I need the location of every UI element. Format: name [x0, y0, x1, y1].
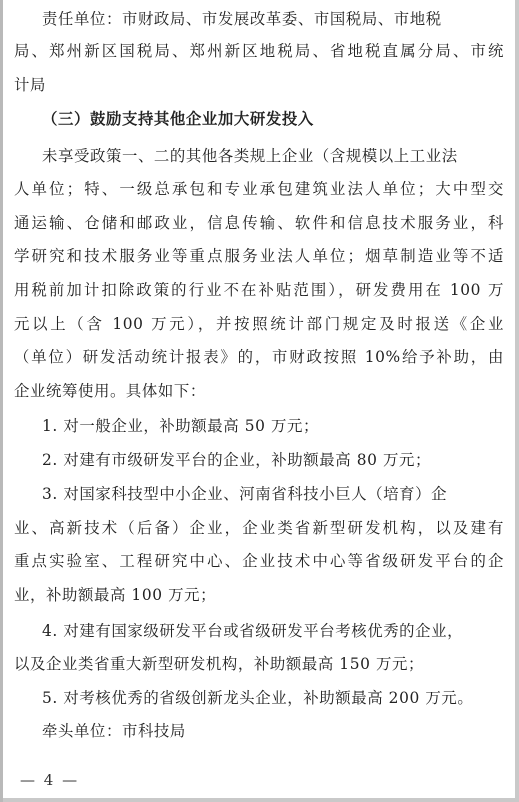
page-number: — 4 —	[20, 771, 80, 789]
policy-paragraph-line-2: 人单位；特、一级总承包和专业承包建筑业法人单位；大中型交	[14, 180, 504, 198]
policy-paragraph-line-5: 用税前加计扣除政策的行业不在补贴范围），研发费用在 100 万	[14, 281, 504, 299]
responsible-units-line-3: 计局	[14, 76, 46, 94]
policy-paragraph-line-1: 未享受政策一、二的其他各类规上企业（含规模以上工业法	[42, 147, 458, 165]
item-2: 2. 对建有市级研发平台的企业，补助额最高 80 万元；	[42, 451, 431, 469]
item-3-line-3: 重点实验室、工程研究中心、企业技术中心等省级研发平台的企	[14, 552, 504, 570]
item-5: 5. 对考核优秀的省级创新龙头企业，补助额最高 200 万元。	[42, 689, 474, 707]
item-3-line-1: 3. 对国家科技型中小企业、河南省科技小巨人（培育）企	[42, 485, 448, 503]
section-heading: （三）鼓励支持其他企业加大研发投入	[42, 110, 314, 128]
item-4-line-1: 4. 对建有国家级研发平台或省级研发平台考核优秀的企业，	[42, 622, 464, 640]
responsible-units-line-1: 责任单位：市财政局、市发展改革委、市国税局、市地税	[42, 10, 442, 28]
item-4-line-2: 以及企业类省重大新型研发机构，补助额最高 150 万元；	[14, 655, 424, 673]
item-3-line-4: 业，补助额最高 100 万元；	[14, 586, 217, 604]
policy-paragraph-line-7: （单位）研发活动统计报表》的，市财政按照 10%给予补助，由	[14, 348, 504, 366]
page-edge	[0, 0, 3, 802]
lead-unit-line: 牵头单位：市科技局	[42, 722, 186, 740]
policy-paragraph-line-6: 元以上（含 100 万元），并按照统计部门规定及时报送《企业	[14, 315, 504, 333]
policy-paragraph-line-8: 企业统筹使用。具体如下：	[14, 382, 206, 400]
policy-paragraph-line-4: 学研究和技术服务业等重点服务业法人单位；烟草制造业等不适	[14, 247, 504, 265]
item-3-line-2: 业、高新技术（后备）企业，企业类省新型研发机构，以及建有	[14, 519, 504, 537]
item-1: 1. 对一般企业，补助额最高 50 万元；	[42, 417, 320, 435]
policy-paragraph-line-3: 通运输、仓储和邮政业，信息传输、软件和信息技术服务业，科	[14, 214, 504, 232]
responsible-units-line-2: 局、郑州新区国税局、郑州新区地税局、省地税直属分局、市统	[14, 42, 504, 60]
